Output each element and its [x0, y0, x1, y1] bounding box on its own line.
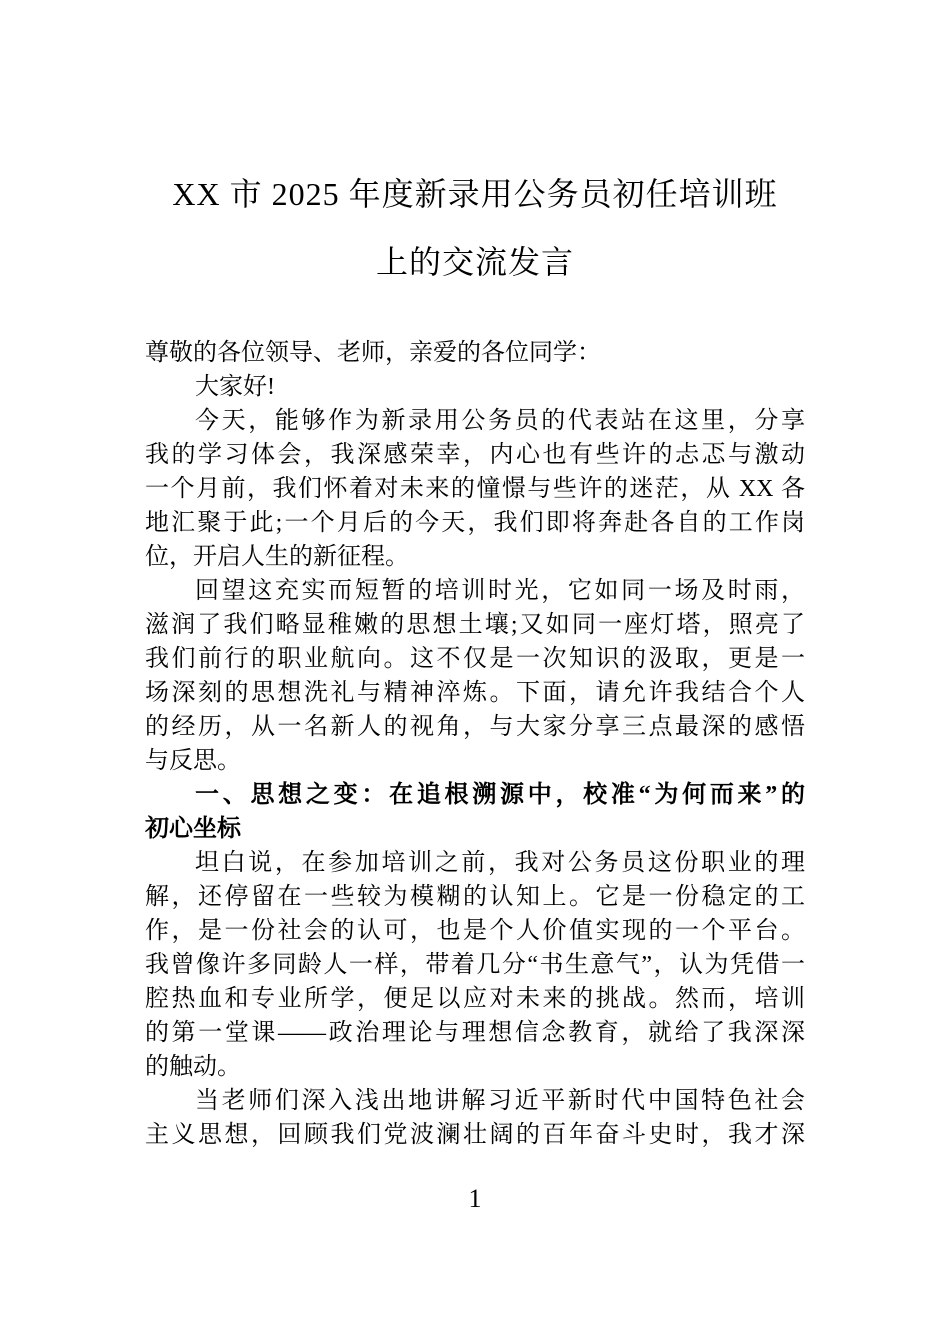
body-line: 的第一堂课——政治理论与理想信念教育，就给了我深深: [145, 1020, 805, 1046]
body-line: 的触动。: [145, 1054, 241, 1080]
body-line: 今天，能够作为新录用公务员的代表站在这里，分享: [195, 408, 805, 434]
body-line: 地汇聚于此;一个月后的今天，我们即将奔赴各自的工作岗: [145, 510, 805, 536]
body-line: 与反思。: [145, 748, 241, 774]
body-line: 我的学习体会，我深感荣幸，内心也有些许的忐忑与激动: [145, 442, 805, 468]
body-line: 坦白说，在参加培训之前，我对公务员这份职业的理: [195, 850, 805, 876]
title-line-2: 上的交流发言: [375, 244, 574, 280]
body-heading-line: 一、思想之变：在追根溯源中，校准“为何而来”的: [195, 782, 805, 808]
body-line: 尊敬的各位领导、老师，亲爱的各位同学：: [145, 340, 601, 366]
body-line: 位，开启人生的新征程。: [145, 544, 409, 570]
body-line: 场深刻的思想洗礼与精神淬炼。下面，请允许我结合个人: [145, 680, 805, 706]
document-body: [145, 336, 805, 1152]
body-line: 一个月前，我们怀着对未来的憧憬与些许的迷茫，从 XX 各: [145, 476, 805, 502]
title-line-1: XX 市 2025 年度新录用公务员初任培训班: [172, 176, 778, 212]
body-line: 当老师们深入浅出地讲解习近平新时代中国特色社会: [195, 1088, 805, 1114]
body-line: 作，是一份社会的认可，也是个人价值实现的一个平台。: [145, 918, 805, 944]
body-heading-line: 初心坐标: [145, 816, 241, 842]
document-title: [0, 160, 950, 296]
body-line: 滋润了我们略显稚嫩的思想土壤;又如同一座灯塔，照亮了: [145, 612, 805, 638]
body-line: 主义思想，回顾我们党波澜壮阔的百年奋斗史时，我才深: [145, 1122, 805, 1148]
body-line: 的经历，从一名新人的视角，与大家分享三点最深的感悟: [145, 714, 805, 740]
body-line: 回望这充实而短暂的培训时光，它如同一场及时雨，: [195, 578, 805, 604]
page-number: 1: [468, 1184, 482, 1213]
body-line: 我们前行的职业航向。这不仅是一次知识的汲取，更是一: [145, 646, 805, 672]
body-line: 解，还停留在一些较为模糊的认知上。它是一份稳定的工: [145, 884, 805, 910]
body-line: 腔热血和专业所学，便足以应对未来的挑战。然而，培训: [145, 986, 805, 1012]
body-line: 大家好!: [195, 374, 275, 400]
body-line: 我曾像许多同龄人一样，带着几分“书生意气”，认为凭借一: [145, 952, 805, 978]
